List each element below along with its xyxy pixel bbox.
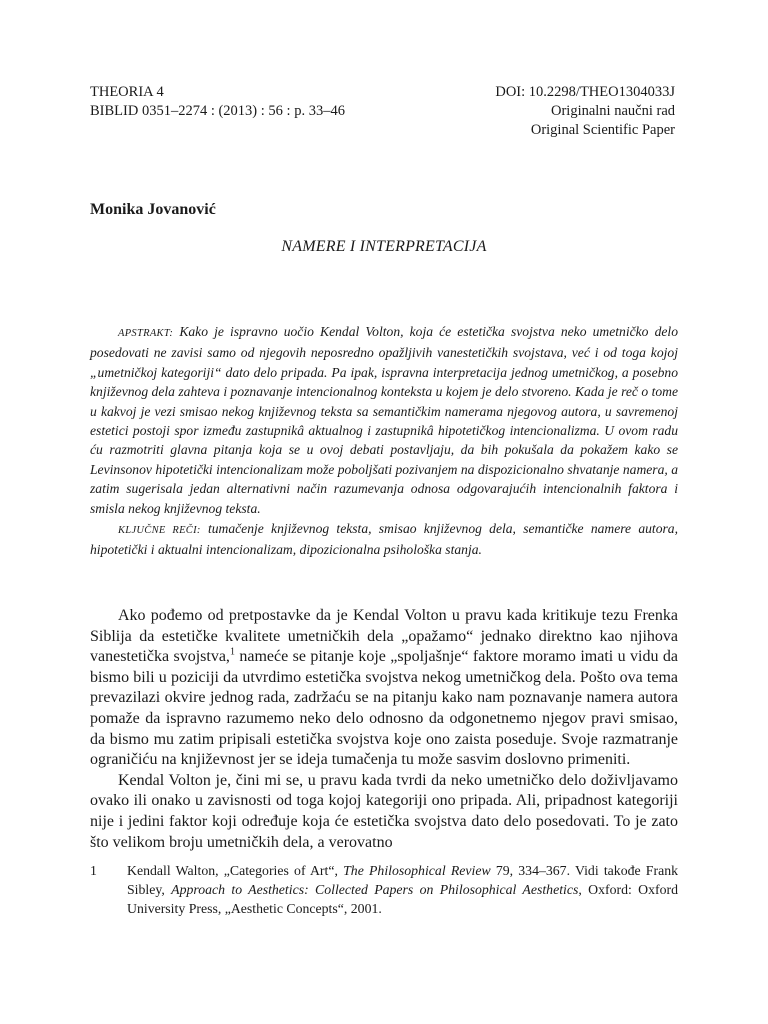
abstract-label: APSTRAKT: xyxy=(118,328,174,339)
abstract-section xyxy=(90,322,678,560)
paper-type-sr: Originalni naučni rad xyxy=(550,103,675,119)
footnote-part2: 79, 334–367. Vidi takođe Frank Sibley, xyxy=(127,863,678,897)
author-name: Monika Jovanović xyxy=(90,201,216,218)
body-paragraph-1 xyxy=(90,606,678,771)
body-paragraph-2: Kendal Volton je, čini mi se, u pravu kada tvrdi da neko umetničko delo doživljavamo ovako ili onako u zavisnosti od toga kojoj kategoriji ono pripada. Ali, pripadnost kategoriji nije i jedini faktor koji određuje koja će estetička svojstva dato delo posedovati. To je zato što velikom broju umetničkih dela, a verovatno xyxy=(90,771,678,851)
body-text xyxy=(90,606,678,853)
doi: DOI: 10.2298/THEO1304033J xyxy=(495,84,675,100)
body-p1-a: Ako pođemo od pretpostavke da je Kendal Volton u pravu kada kritikuje tezu Frenka Siblija da estetičke kvalitete umetničkih dela „opažamo“ jednako direktno kao njihova vanestetička svojstva, xyxy=(90,607,678,666)
keywords-paragraph xyxy=(90,519,678,560)
footnote-number: 1 xyxy=(90,863,97,878)
footnote-book: Approach to Aesthetics: Collected Papers on Philosophical Aesthetics xyxy=(171,882,579,897)
header-right xyxy=(355,83,675,140)
footnote-journal: The Philosophical Review xyxy=(343,863,491,878)
body-p1-b: nameće se pitanje koje „spoljašnje“ faktore moramo imati u vidu da bismo bili u poziciji da utvrdimo estetička svojstva nekog umetničkog dela. Pošto ova tema prevazilazi okvire jednog rada, zadržaću se na pitanju kako nam poznavanje namera autora pomaže da ispravno razumemo neko delo odnosno da odgonetnemo njegov pravi smisao, da bismo mu zatim pripisali estetička svojstva koje ono zaista poseduje. Svoje razmatranje ograničiću na književnost jer se ideja tumačenja tu može sasvim doslovno primeniti. xyxy=(90,648,679,769)
keywords-text: tumačenje književnog teksta, smisao književnog dela, semantičke namere autora, hipotetički i aktualni intencionalizam, dipozicionalna psihološka stanja. xyxy=(90,521,678,558)
journal-name: THEORIA 4 xyxy=(90,84,164,100)
footnote-part3: , Oxford: Oxford University Press, „Aesthetic Concepts“, 2001. xyxy=(127,882,678,916)
abstract-text: Kako je ispravno uočio Kendal Volton, koja će estetička svojstva neko umetničko delo posedovati ne zavisi samo od njegovih neposredno opažljivih vanestetičkih svojstava, već i od toga kojoj „umetničkoj kategoriji“ dato delo pripada. Pa ipak, ispravna interpretacija jednog umetničkog, a posebno književnog dela zahteva i poznavanje intencionalnog konteksta u kojem je delo stvoreno. Kada je reč o tome u kakvoj je vezi smisao nekog književnog teksta sa semantičkim namerama njegovog autora, u savremenoj estetici postoji spor između zastupnikâ aktualnog i zastupnikâ hipotetičkog intencionalizma. U ovom radu ću razmotriti glavna pitanja koja se u ovoj debati postavljaju, da bih pokušala da pokažem kako se Levinsonov hipotetički intencionalizam može poboljšati pozivanjem na dispozicionalno shvatanje namera, a zatim sugerisala jedan alternativni način razumevanja odnosa odgovarajućih intencionalnih faktora i smisla nekog književnog teksta. xyxy=(90,324,678,516)
footnote-ref[interactable]: 1 xyxy=(229,646,235,658)
abstract-paragraph xyxy=(90,322,678,518)
keywords-label: KLJUČNE REČI: xyxy=(118,525,201,537)
paper-title: NAMERE I INTERPRETACIJA xyxy=(281,238,487,255)
paper-type-en: Original Scientific Paper xyxy=(530,122,675,138)
footnote xyxy=(90,861,678,918)
footnote-part1: Kendall Walton, „Categories of Art“, xyxy=(127,863,344,878)
footnote-text xyxy=(127,861,678,918)
biblid: BIBLID 0351–2274 : (2013) : 56 : p. 33–46 xyxy=(90,103,345,119)
